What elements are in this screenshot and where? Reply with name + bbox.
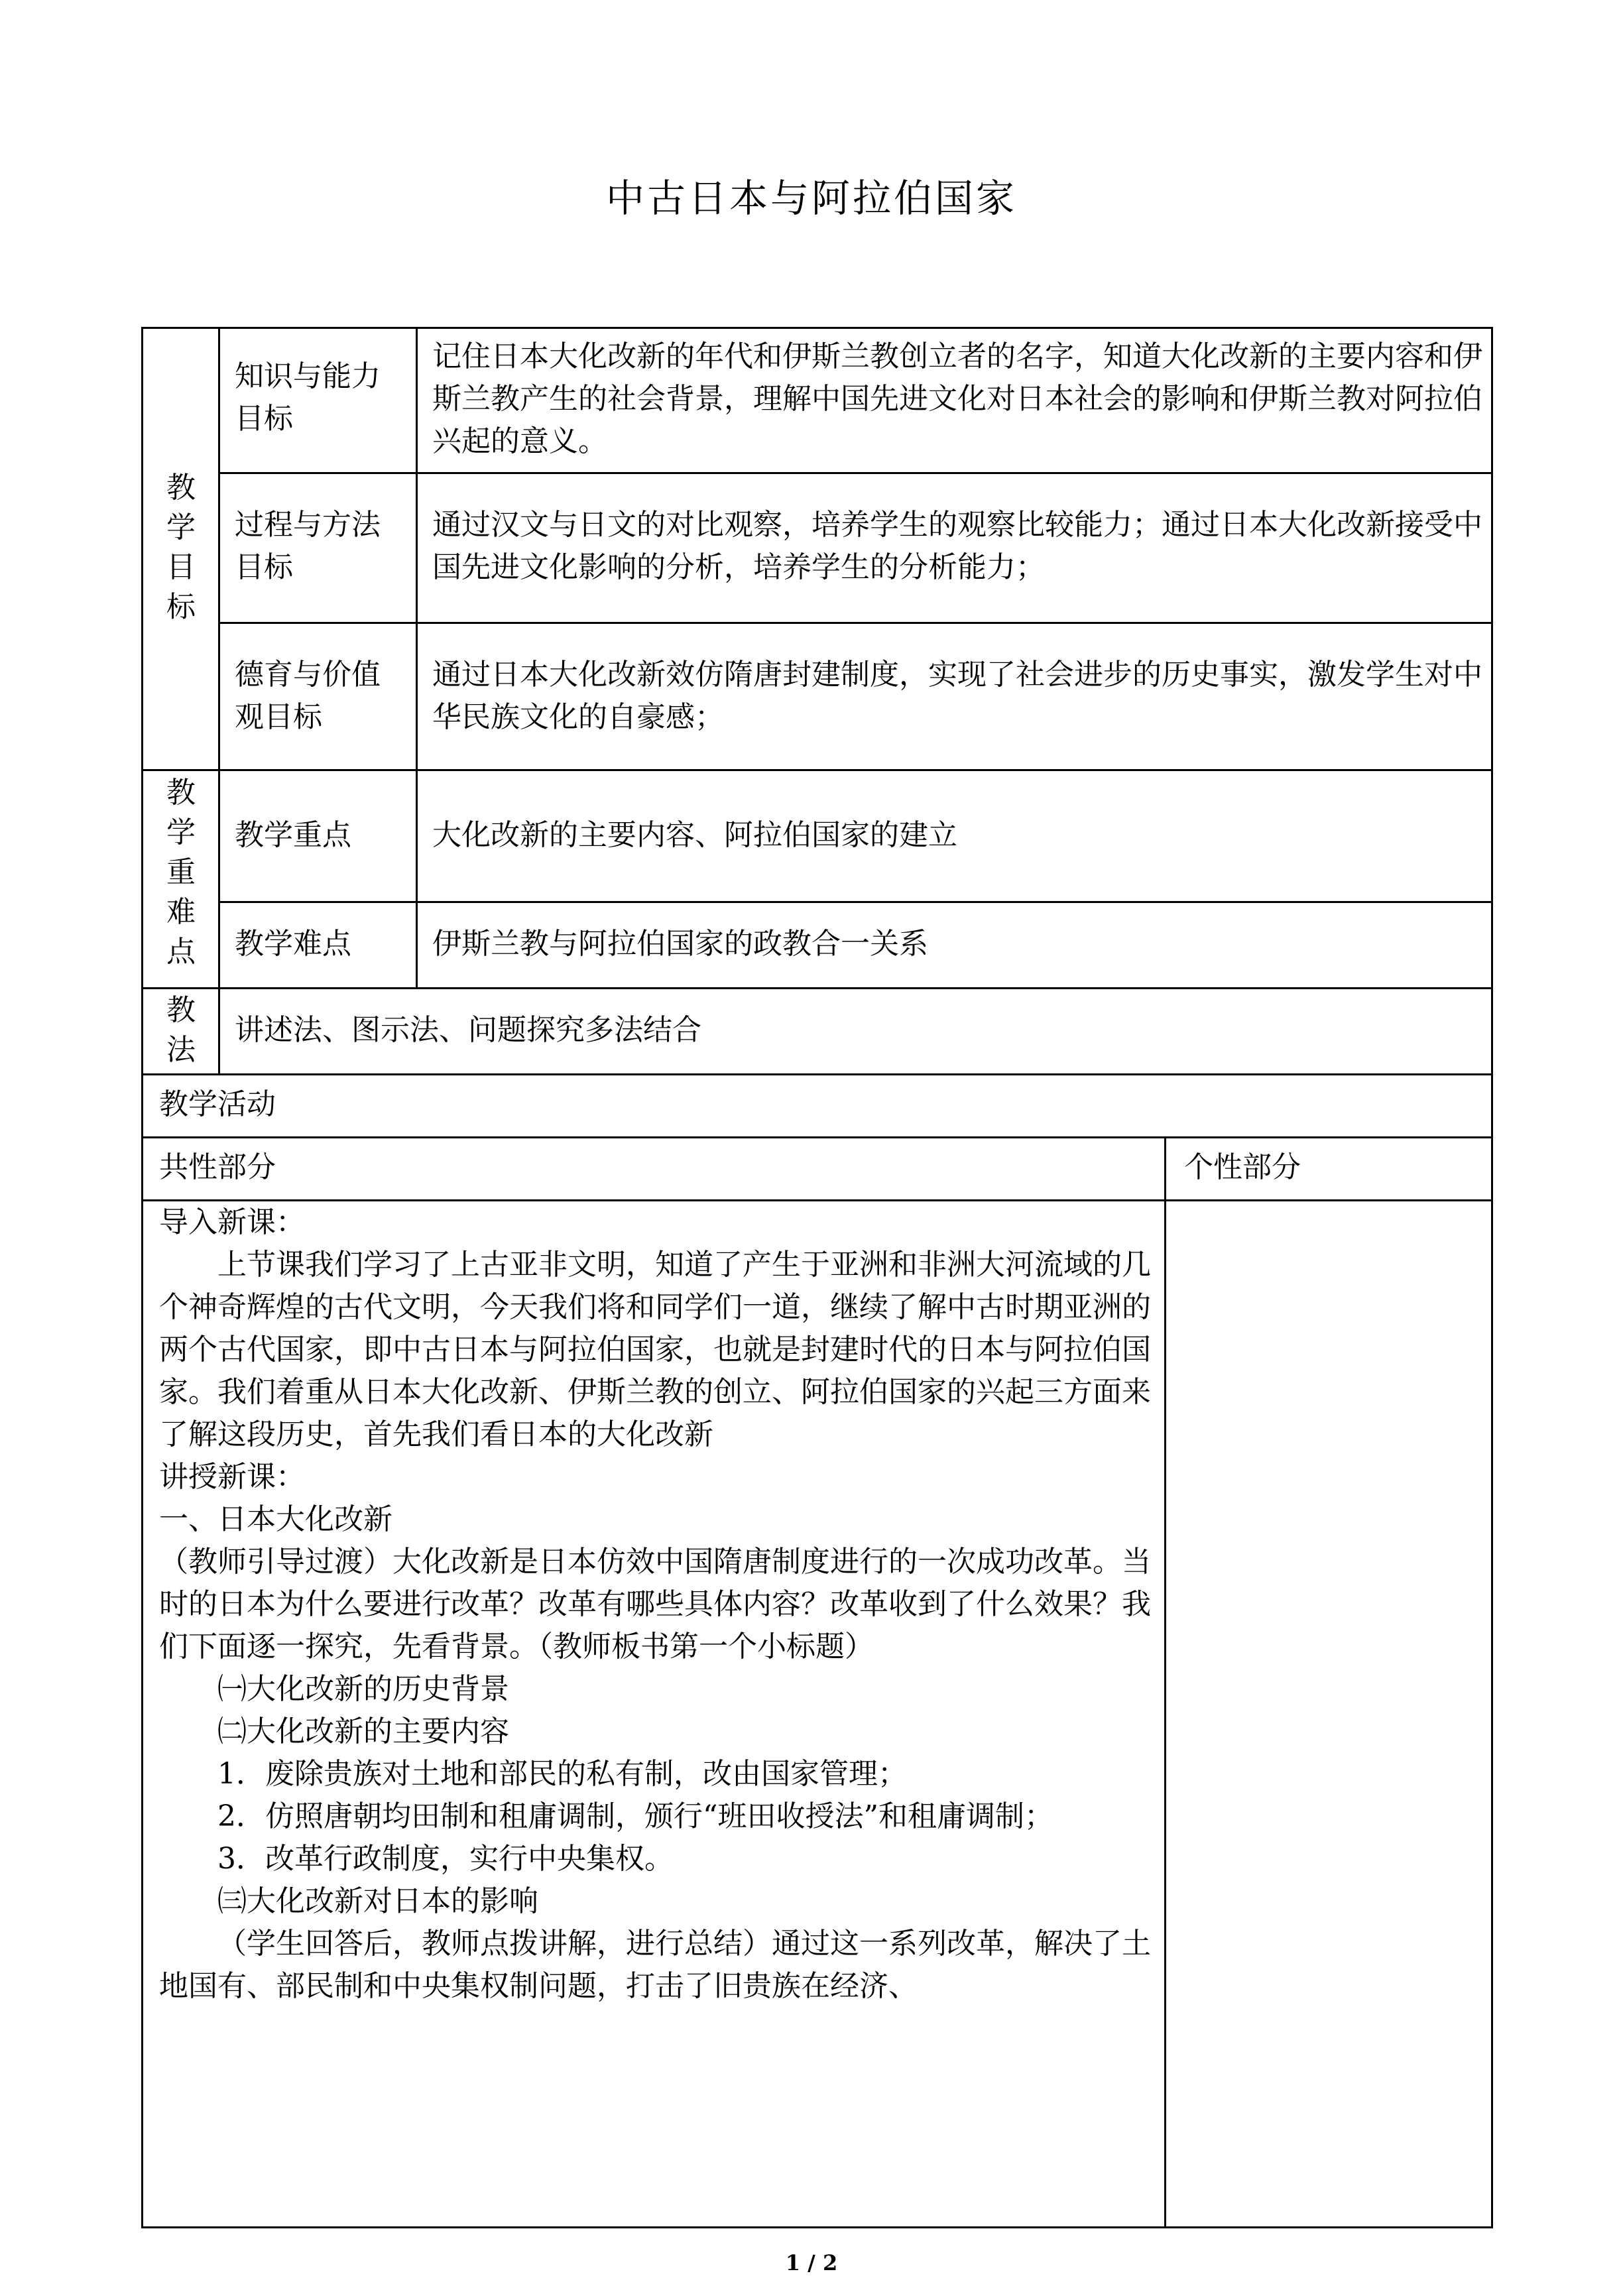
divider <box>416 329 418 987</box>
content-item-3: 3．改革行政制度，实行中央集权。 <box>217 1842 674 1876</box>
divider <box>143 1073 1493 1075</box>
divider <box>143 987 1493 989</box>
focus-content-difficulty: 伊斯兰教与阿拉伯国家的政教合一关系 <box>432 927 928 961</box>
objective-name-process: 过程与方法目标 <box>235 508 381 584</box>
impact-paragraph: （学生回答后，教师点拨讲解，进行总结）通过这一系列改革，解决了土地国有、部民制和中央集权制问题，打击了旧贵族在经济、 <box>159 1927 1151 2003</box>
objective-name-knowledge: 知识与能力目标 <box>235 359 381 436</box>
lesson-plan-table <box>141 327 1493 2228</box>
subheading-background: ㈠大化改新的历史背景 <box>217 1672 509 1706</box>
subheading-content: ㈡大化改新的主要内容 <box>217 1715 509 1748</box>
personal-part-label: 个性部分 <box>1184 1150 1301 1184</box>
objective-content-values: 通过日本大化改新效仿隋唐封建制度，实现了社会进步的历史事实，激发学生对中华民族文化的自豪感； <box>432 658 1482 734</box>
page-number: 1 / 2 <box>785 2250 838 2275</box>
transition-paragraph: （教师引导过渡）大化改新是日本仿效中国隋唐制度进行的一次成功改革。当时的日本为什么要进行改革？改革有哪些具体内容？改革收到了什么效果？我们下面逐一探究，先看背景。（教师板书第一个小标题） <box>159 1545 1151 1663</box>
divider <box>1164 1136 1166 2228</box>
divider <box>218 472 1493 474</box>
content-item-1: 1．废除贵族对土地和部民的私有制，改由国家管理； <box>217 1757 907 1791</box>
common-part-label: 共性部分 <box>159 1150 276 1184</box>
method-label: 教 法 <box>166 993 196 1067</box>
lead-in-heading: 导入新课： <box>159 1205 305 1239</box>
activities-header: 教学活动 <box>159 1087 276 1121</box>
divider <box>218 901 1493 903</box>
focus-label: 教 学 重 难 点 <box>166 776 196 969</box>
objective-content-process: 通过汉文与日文的对比观察，培养学生的观察比较能力；通过日本大化改新接受中国先进文化影响的分析，培养学生的分析能力； <box>432 508 1482 584</box>
focus-name-difficulty: 教学难点 <box>235 927 351 961</box>
page-title: 中古日本与阿拉伯国家 <box>605 176 1017 221</box>
focus-name-key: 教学重点 <box>235 818 351 852</box>
divider <box>218 329 220 1073</box>
subheading-impact: ㈢大化改新对日本的影响 <box>217 1884 538 1918</box>
objective-content-knowledge: 记住日本大化改新的年代和伊斯兰教创立者的名字，知道大化改新的主要内容和伊斯兰教产生的社会背景，理解中国先进文化对日本社会的影响和伊斯兰教对阿拉伯兴起的意义。 <box>432 339 1482 458</box>
method-content: 讲述法、图示法、问题探究多法结合 <box>235 1013 701 1047</box>
divider <box>218 622 1493 624</box>
divider <box>143 769 1493 771</box>
objectives-label: 教 学 目 标 <box>166 471 196 624</box>
objective-name-values: 德育与价值观目标 <box>235 658 381 734</box>
lecture-heading: 讲授新课： <box>159 1460 305 1494</box>
divider <box>143 1136 1493 1138</box>
content-item-2: 2．仿照唐朝均田制和租庸调制，颁行“班田收授法”和租庸调制； <box>217 1799 1053 1833</box>
activities-body <box>159 1201 1157 2008</box>
section-heading: 一、日本大化改新 <box>159 1502 392 1536</box>
lead-in-paragraph: 上节课我们学习了上古亚非文明，知道了产生于亚洲和非洲大河流域的几个神奇辉煌的古代文明，今天我们将和同学们一道，继续了解中古时期亚洲的两个古代国家，即中古日本与阿拉伯国家，也就是封建时代的日本与阿拉伯国家。我们着重从日本大化改新、伊斯兰教的创立、阿拉伯国家的兴起三方面来了解这段历史，首先我们看日本的大化改新 <box>159 1248 1151 1451</box>
focus-content-key: 大化改新的主要内容、阿拉伯国家的建立 <box>432 818 957 852</box>
